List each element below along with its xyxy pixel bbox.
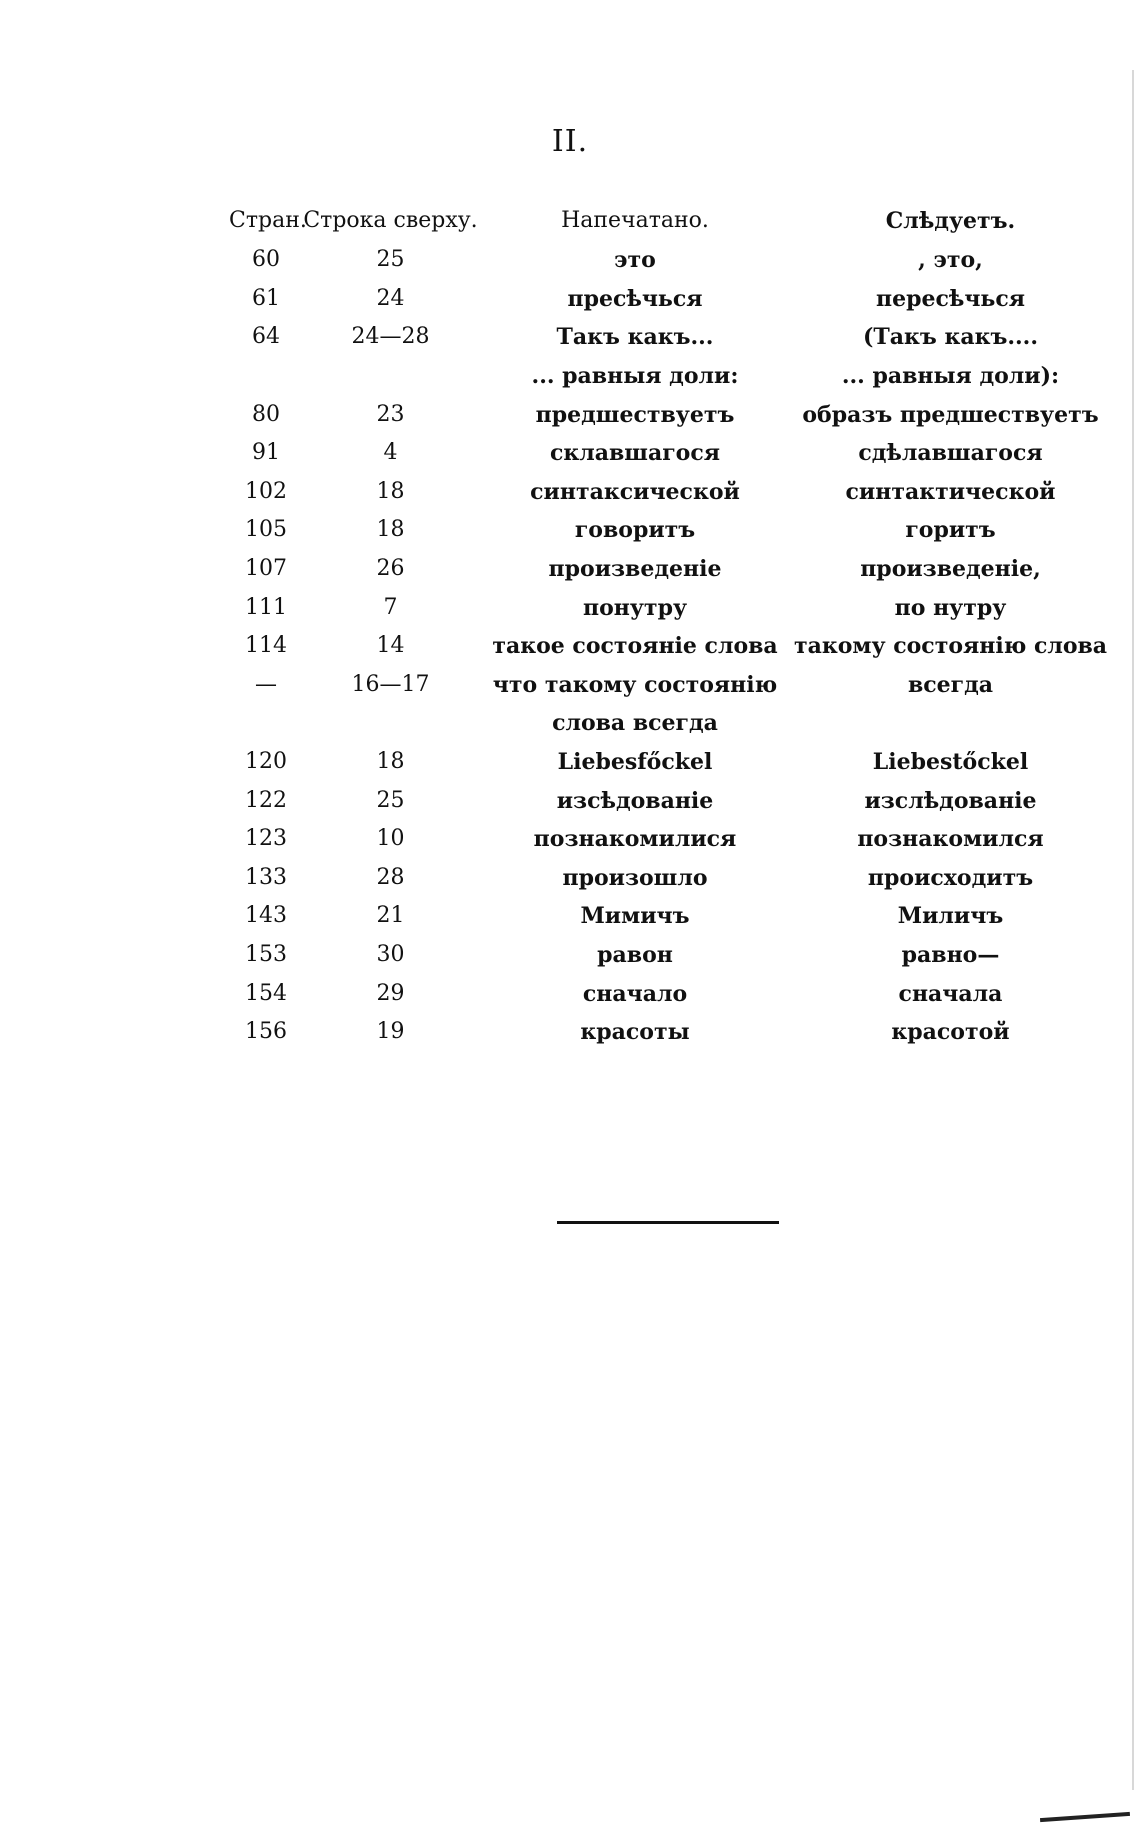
cell-page: —: [255, 671, 277, 697]
cell-page: 133: [245, 864, 287, 890]
cell-printed: ... равныя доли:: [531, 363, 739, 390]
horizontal-rule: [557, 1221, 779, 1224]
header-page: Стран.: [229, 208, 307, 233]
cell-printed: Такъ какъ...: [556, 324, 714, 351]
cell-line: 18: [376, 478, 405, 504]
cell-printed: это: [614, 247, 656, 274]
cell-should-be: произведеніе,: [860, 556, 1041, 583]
cell-page: 102: [245, 478, 287, 504]
cell-page: 156: [245, 1019, 287, 1045]
cell-line: 29: [376, 980, 405, 1006]
cell-printed: понутру: [582, 594, 688, 621]
cell-line: 21: [376, 903, 405, 929]
table-row: [229, 936, 1109, 975]
cell-page: 111: [245, 594, 287, 620]
table-row: [229, 434, 1109, 473]
cell-printed: произведеніе: [548, 556, 722, 583]
cell-line: 18: [376, 517, 405, 543]
cell-line: 14: [376, 633, 405, 659]
cell-page: 154: [245, 980, 287, 1006]
table-row: [229, 395, 1109, 434]
bottom-mark: [1040, 1812, 1130, 1822]
cell-page: 64: [252, 324, 280, 350]
cell-should-be: Liebestőckel: [872, 749, 1029, 776]
table-row: [229, 318, 1109, 357]
header-printed: Напечатано.: [561, 208, 709, 233]
cell-should-be: ... равныя доли):: [841, 363, 1060, 390]
cell-page: 143: [245, 903, 287, 929]
cell-printed: сначало: [582, 980, 688, 1007]
header-line: Строка сверху.: [303, 208, 478, 233]
cell-printed: произошло: [562, 864, 708, 891]
cell-line: 23: [376, 401, 405, 427]
table-row: [229, 357, 1109, 396]
cell-printed: склавшагося: [549, 440, 721, 467]
cell-page: 120: [245, 749, 287, 775]
table-row: [229, 627, 1109, 666]
page-heading: II.: [551, 124, 589, 159]
cell-should-be: сначала: [898, 980, 1003, 1007]
cell-should-be: Миличъ: [897, 903, 1004, 930]
table-row: [229, 666, 1109, 705]
cell-line: 16—17: [351, 671, 430, 697]
cell-page: 60: [252, 247, 280, 273]
cell-printed: такое состояніе слова: [492, 633, 778, 660]
cell-printed: Liebesfőckel: [557, 749, 713, 776]
cell-page: 153: [245, 941, 287, 967]
cell-should-be: равно—: [901, 941, 1000, 968]
cell-page: 91: [252, 440, 280, 466]
cell-should-be: , это,: [918, 247, 983, 274]
cell-line: 24—28: [351, 324, 430, 350]
cell-should-be: (Такъ какъ....: [862, 324, 1038, 351]
cell-line: 4: [383, 440, 398, 466]
table-row: [229, 1013, 1109, 1052]
cell-page: 105: [245, 517, 287, 543]
table-row: [229, 897, 1109, 936]
table-row: [229, 241, 1109, 280]
cell-line: 18: [376, 749, 405, 775]
table-row: [229, 743, 1109, 782]
cell-should-be: синтактической: [845, 478, 1056, 505]
table-row: [229, 511, 1109, 550]
cell-page: 122: [245, 787, 287, 813]
cell-page: 80: [252, 401, 280, 427]
cell-should-be: всегда: [907, 671, 994, 698]
cell-should-be: сдѣлавшагося: [858, 440, 1043, 467]
cell-line: 30: [376, 941, 405, 967]
cell-page: 61: [252, 285, 280, 311]
table-row: [229, 280, 1109, 319]
cell-printed: пресѣчься: [567, 285, 703, 312]
cell-page: 107: [245, 556, 287, 582]
table-row: [229, 588, 1109, 627]
cell-line: 7: [383, 594, 398, 620]
table-row: [229, 704, 1109, 743]
table-row: [229, 473, 1109, 512]
table-row: [229, 974, 1109, 1013]
cell-line: 19: [376, 1019, 405, 1045]
cell-should-be: горитъ: [905, 517, 996, 544]
cell-line: 25: [376, 247, 405, 273]
cell-line: 28: [376, 864, 405, 890]
cell-should-be: образъ предшествуетъ: [802, 401, 1099, 428]
table-body: [229, 241, 1109, 1051]
cell-printed: познакомилися: [533, 826, 737, 853]
cell-printed: изсѣдованіе: [556, 787, 714, 814]
errata-table: [229, 201, 1109, 1051]
cell-should-be: познакомился: [857, 826, 1044, 853]
cell-should-be: происходитъ: [867, 864, 1034, 891]
table-header-row: [229, 201, 1109, 241]
cell-printed: слова всегда: [552, 710, 718, 737]
cell-printed: равон: [597, 941, 673, 968]
cell-page: 123: [245, 826, 287, 852]
cell-should-be: изслѣдованіе: [864, 787, 1037, 814]
cell-line: 10: [376, 826, 405, 852]
cell-should-be: пересѣчься: [875, 285, 1026, 312]
cell-line: 25: [376, 787, 405, 813]
table-row: [229, 550, 1109, 589]
cell-printed: что такому состоянію: [492, 671, 778, 698]
margin-line: [1132, 70, 1134, 1790]
header-should-be: Слѣдуетъ.: [885, 208, 1016, 234]
cell-printed: красоты: [580, 1019, 690, 1046]
table-row: [229, 859, 1109, 898]
cell-line: 24: [376, 285, 405, 311]
cell-should-be: красотой: [891, 1019, 1010, 1046]
cell-printed: предшествуетъ: [535, 401, 735, 428]
cell-printed: Мимичъ: [580, 903, 690, 930]
table-row: [229, 781, 1109, 820]
cell-should-be: по нутру: [894, 594, 1007, 621]
table-row: [229, 820, 1109, 859]
cell-printed: говоритъ: [574, 517, 696, 544]
cell-line: 26: [376, 556, 405, 582]
cell-should-be: такому состоянію слова: [793, 633, 1108, 660]
cell-printed: синтаксической: [530, 478, 740, 505]
cell-page: 114: [245, 633, 287, 659]
